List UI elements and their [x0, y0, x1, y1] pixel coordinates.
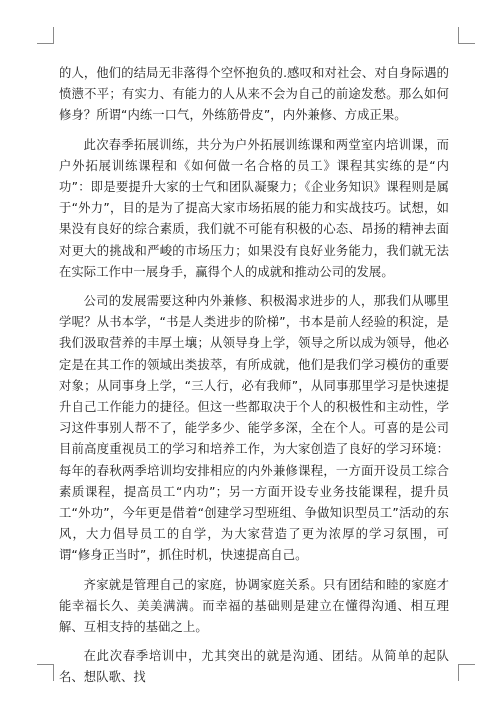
paragraph-4: 齐家就是管理自己的家庭，协调家庭关系。只有团结和睦的家庭才能幸福长久、美美满满。而幸福的基础则是建立在懂得沟通、相互理解、互相支持的基础之上。 [59, 577, 449, 635]
crop-mark-top-right [458, 27, 475, 44]
paragraph-1: 的人，他们的结局无非落得个空怀抱负的.感叹和对社会、对自身际遇的愤懑不平；有实力、有能力的人从来不会为自己的前途发愁。那么如何修身？所谓“内练一口气，外练筋骨皮”，内外兼修、方成正果。 [59, 66, 449, 123]
document-body [59, 63, 449, 697]
paragraph-3: 公司的发展需要这种内外兼修、积极渴求进步的人，那我们从哪里学呢？从书本学，“书是人类进步的阶梯”，书本是前人经验的积淀，是我们汲取营养的丰厚土壤；从领导身上学，领导之所以成为领导，他必定是在其工作的领域出类拔萃，有所成就，他们是我们学习模仿的重要对象；从同事身上学，“三人行，必有我师”，从同事那里学习是快速提升自己工作能力的捷径。但这一些都取决于个人的积极性和主动性，学习这件事别人帮不了，能学多少、能学多深，全在个人。可喜的是公司目前高度重视员工的学习和培养工作，为大家创造了良好的学习环境：每年的春秋两季培训均安排相应的内外兼修课程，一方面开设员工综合素质课程，提高员工“内功”；另一方面开设专业务技能课程，提升员工“外功”，今年更是借着“创建学习型班组、争做知识型员工”活动的东风，大力倡导员工的自学，为大家营造了更为浓厚的学习氛围，可谓“修身正当时”，抓住时机，快速提高自己。 [59, 294, 449, 563]
paragraph-5: 在此次春季培训中，尤其突出的就是沟通、团结。从简单的起队名、想队歌、找 [59, 649, 449, 685]
crop-mark-bottom-left [37, 664, 54, 681]
crop-mark-top-left [37, 27, 54, 44]
crop-mark-bottom-right [458, 664, 475, 681]
paragraph-2: 此次春季拓展训练，共分为户外拓展训练课和两堂室内培训课，而户外拓展训练课程和《如何做一名合格的员工》课程其实练的是“内功”：即是要提升大家的士气和团队凝聚力；《企业务知识》课程则是属于“外力”，目的是为了提高大家市场拓展的能力和实战技巧。试想，如果没有良好的综合素质，我们就不可能有积极的心态、昂扬的精神去面对更大的挑战和严峻的市场压力；如果没有良好业务能力，我们就无法在实际工作中一展身手，赢得个人的成就和推动公司的发展。 [59, 137, 449, 279]
